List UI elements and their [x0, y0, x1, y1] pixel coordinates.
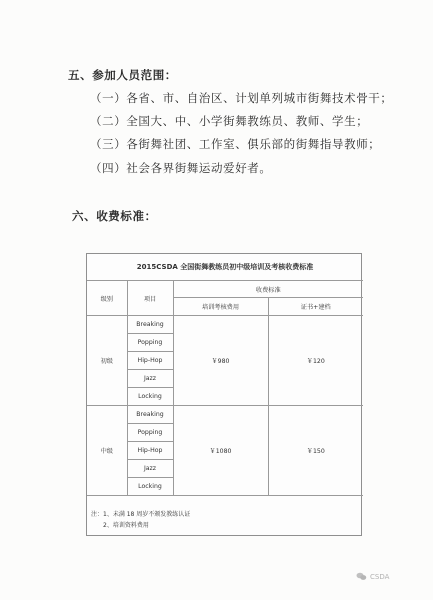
- footer-watermark: [356, 572, 389, 581]
- section-5-heading: 五、参加人员范围：: [68, 68, 177, 82]
- table-cell-item: Jazz: [127, 460, 173, 478]
- header-level: 级别: [87, 281, 127, 316]
- intermediate-cert-fee: ￥150: [268, 406, 363, 496]
- intermediate-training-fee: ￥1080: [173, 406, 268, 496]
- footer-brand: CSDA: [370, 572, 390, 581]
- level-primary: 初级: [87, 316, 127, 406]
- primary-cert-fee: ￥120: [268, 316, 363, 406]
- table-cell-item: Locking: [127, 388, 173, 406]
- table-cell-item: Popping: [127, 334, 173, 352]
- fee-note-1: 注：1、未满 18 周岁不颁发教练认证: [91, 511, 191, 518]
- table-cell-item: Locking: [127, 478, 173, 496]
- fee-table-title: 2015CSDA 全国街舞教练员初中级培训及考核收费标准: [87, 254, 363, 281]
- table-cell-item: Jazz: [127, 370, 173, 388]
- table-cell-item: Popping: [127, 424, 173, 442]
- section-5-item-3: （三）各街舞社团、工作室、俱乐部的街舞指导教师；: [90, 137, 381, 151]
- fee-note-2: 2、培训资料费用: [103, 522, 149, 529]
- section-5-item-1: （一）各省、市、自治区、计划单列城市街舞技术骨干；: [90, 91, 393, 105]
- header-cert-fee: 证书+建档: [268, 298, 363, 316]
- section-6-heading: 六、收费标准：: [72, 209, 157, 223]
- header-training-fee: 培训考核费用: [173, 298, 268, 316]
- table-cell-item: Breaking: [127, 316, 173, 334]
- table-cell-item: Hip-Hop: [127, 442, 173, 460]
- level-intermediate: 中级: [87, 406, 127, 496]
- header-item: 项目: [127, 281, 173, 316]
- fee-table: [86, 253, 362, 536]
- table-cell-item: Breaking: [127, 406, 173, 424]
- primary-training-fee: ￥980: [173, 316, 268, 406]
- fee-table-notes: [91, 509, 190, 531]
- section-5-item-2: （二）全国大、中、小学街舞教练员、教师、学生；: [90, 114, 369, 128]
- chat-bubble-icon: [356, 572, 367, 581]
- header-fee-standard: 收费标准: [173, 281, 363, 298]
- section-5-item-4: （四）社会各界街舞运动爱好者。: [90, 161, 272, 175]
- table-cell-item: Hip-Hop: [127, 352, 173, 370]
